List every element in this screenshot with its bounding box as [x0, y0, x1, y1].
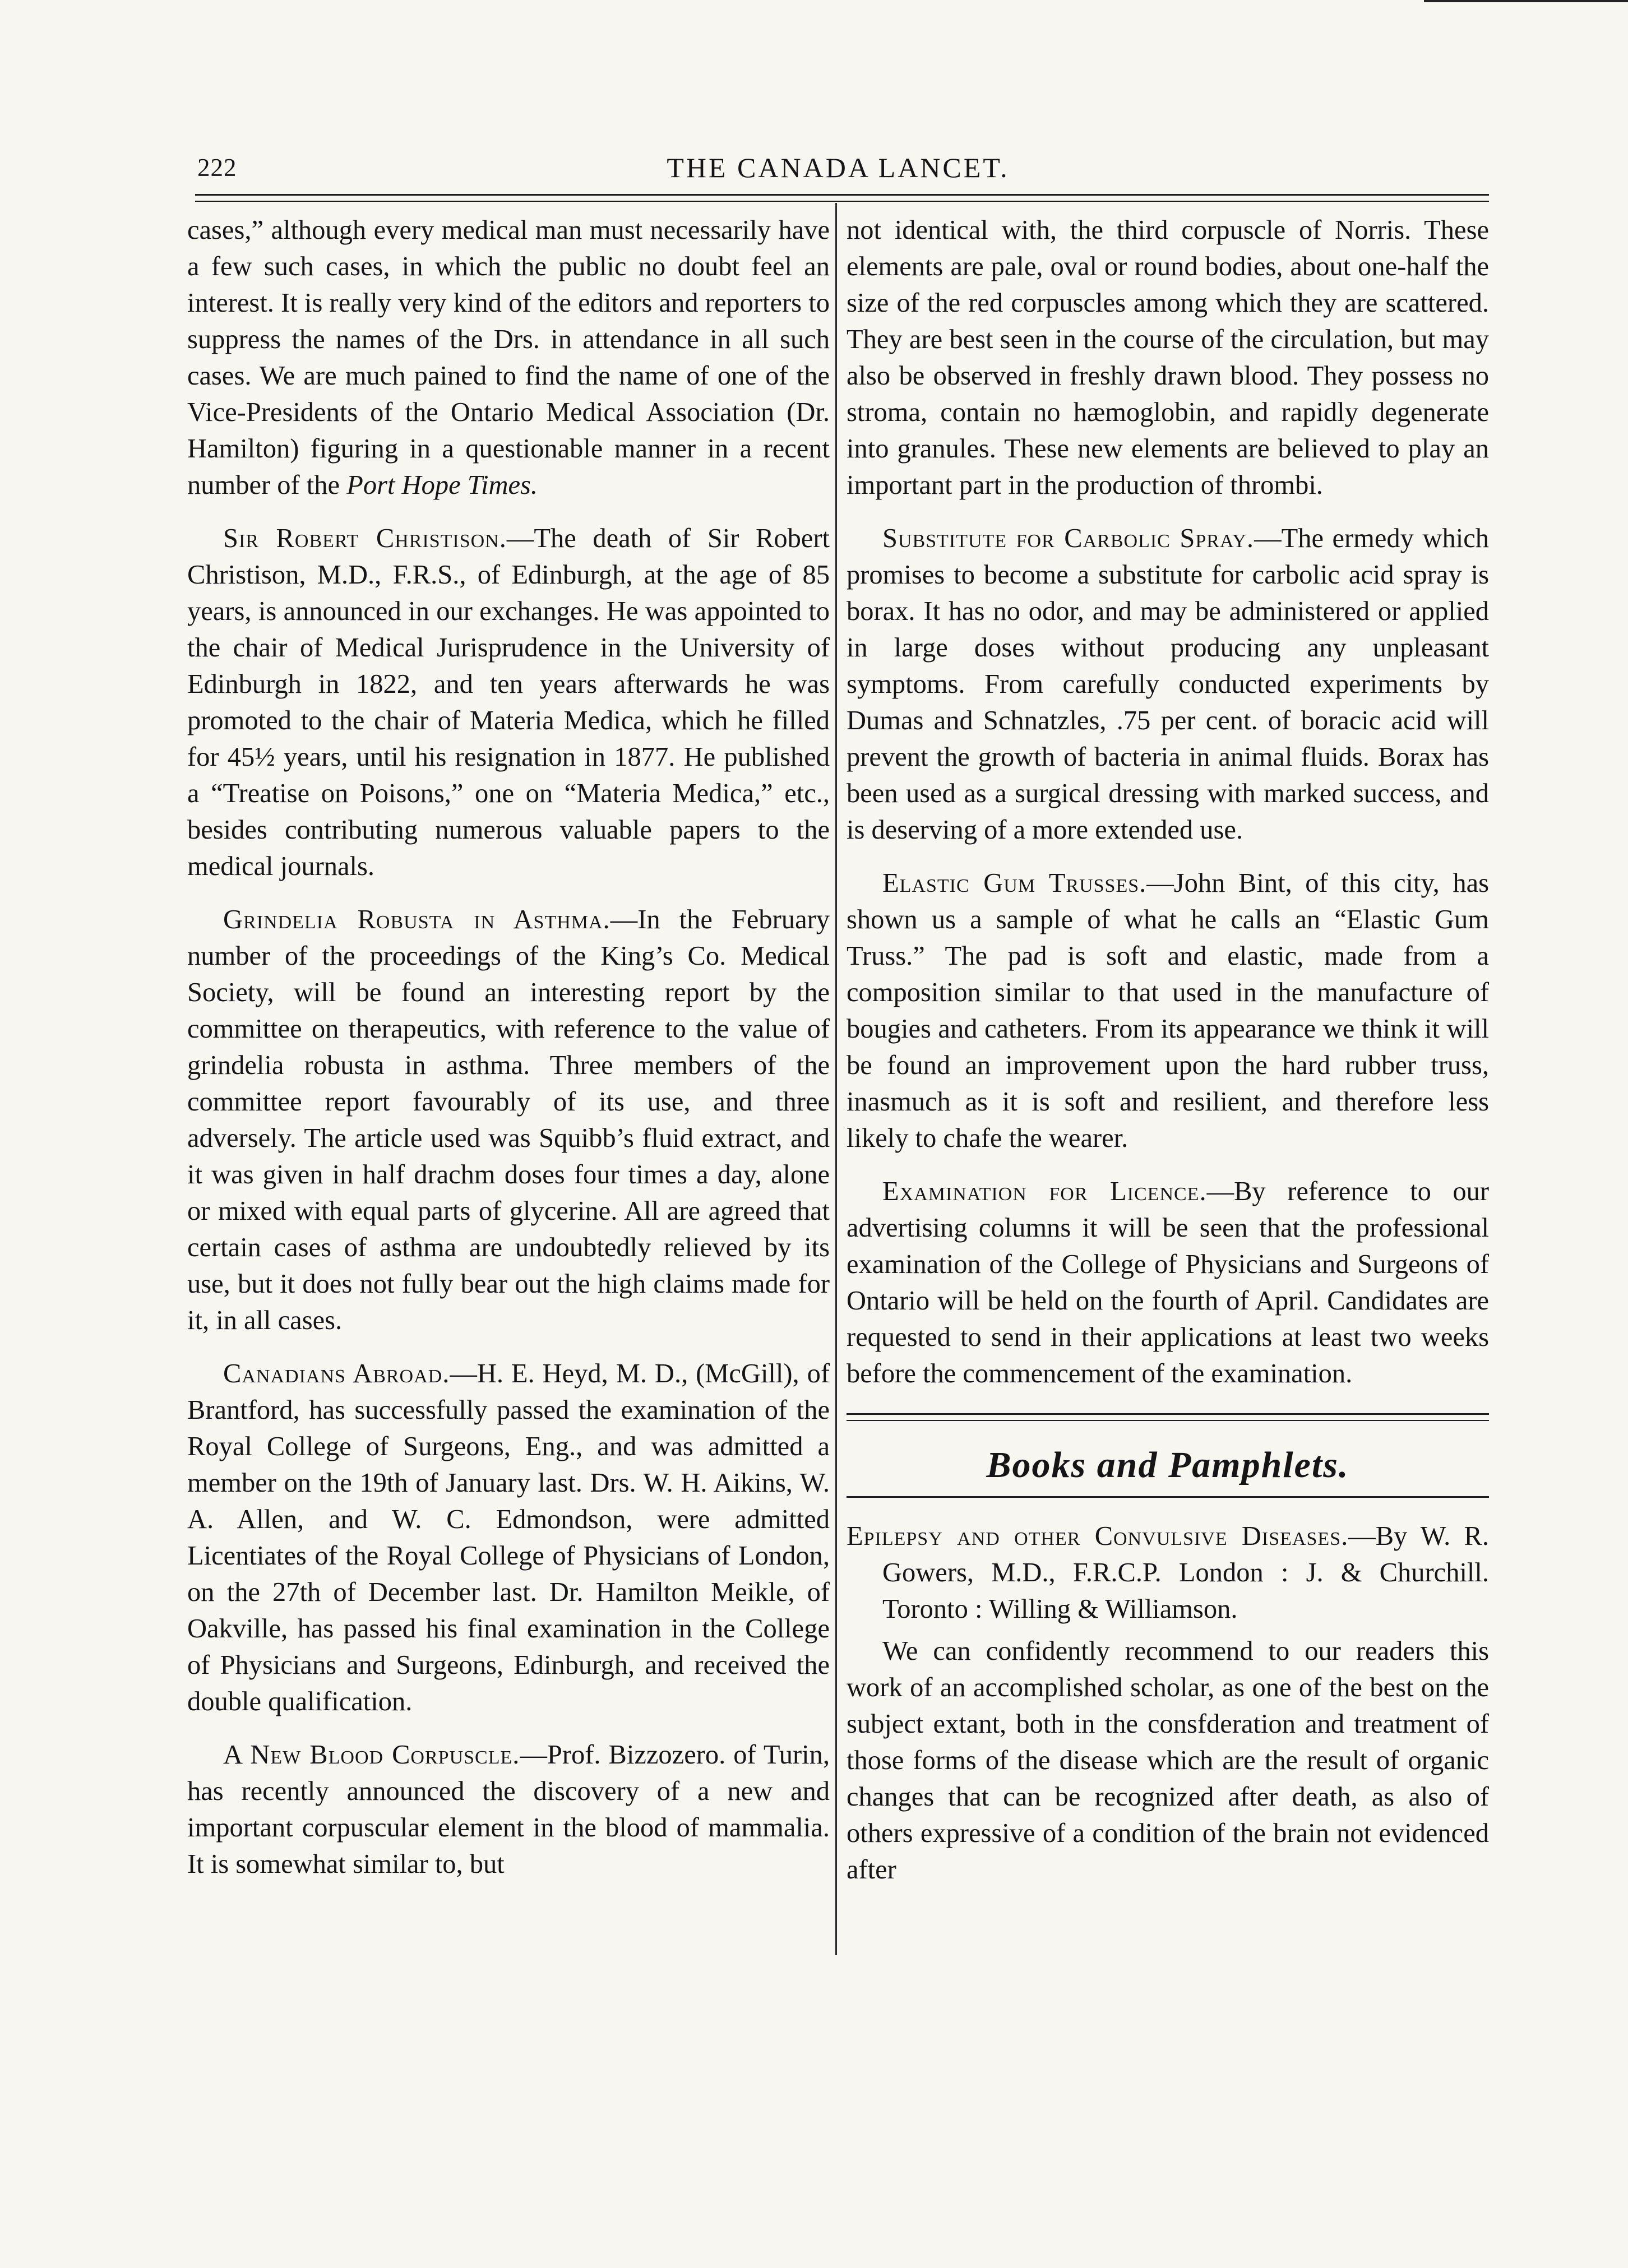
article-licence-exam: Examination for Licence.—By reference to our advertising columns it will be seen that the professional examination of the College of Physicians and Surgeons of Ontario will be held on the fourth of April. Candidates are requested to send in their applications at least two weeks before the commencement of the examination. [847, 1177, 1490, 1388]
article-heading: Substitute for Carbolic Spray. [882, 524, 1255, 553]
article-blood-corpuscle: A New Blood Corpuscle.—Prof. Bizzozero. of Turin, has recently announced the discovery of a new and important corpuscular element in the blood of mammalia. It is somewhat similar to, but [187, 1740, 830, 1879]
article-carbolic-spray: Substitute for Carbolic Spray.—The ermedy which promises to become a substitute for carbolic acid spray is borax. It has no odor, and may be administered or applied in large doses without producing any unpleasant symptoms. From carefully conducted experiments by Dumas and Schnatzles, .75 per cent. of boracic acid will prevent the growth of bacteria in animal fluids. Borax has been used as a surgical dressing with marked success, and is deserving of a more extended use. [847, 524, 1489, 845]
header-rule [195, 194, 1489, 196]
article-heading: Canadians Abroad. [223, 1359, 450, 1388]
article-grindelia: Grindelia Robusta in Asthma.—In the February number of the proceedings of the King’s Co. Medical Society, will be found an interesting report by the committee on therapeutics, with reference to the value of grindelia robusta in asthma. Three members of the committee report favourably of its use, and three adversely. The article used was Squibb’s fluid extract, and it was given in half drachm doses four times a day, alone or mixed with equal parts of glycerine. All are agreed that certain cases of asthma are undoubtedly relieved by its use, but it does not fully bear out the high claims made for it, in all cases. [187, 905, 830, 1335]
section-title-rule [847, 1496, 1489, 1498]
article-christison: Sir Robert Christison.—The death of Sir Robert Christison, M.D., F.R.S., of Edinburgh, at the age of 85 years, is announced in our exchanges. He was appointed to the chair of Medical Jurisprudence in the University of Edinburgh in 1822, and ten years afterwards he was promoted to the chair of Materia Medica, which he filled for 45½ years, until his resignation in 1877. He published a “Treatise on Poisons,” one on “Materia Medica,” etc., besides contributing numerous valuable papers to the medical journals. [187, 524, 830, 881]
header-rule-thin [195, 201, 1489, 202]
book-entry-heading [847, 1518, 1489, 1627]
right-column [847, 212, 1489, 1888]
top-edge-rule [1424, 0, 1628, 2]
article-heading: Sir Robert Christison. [223, 524, 507, 553]
page-number: 222 [197, 154, 237, 182]
article-continuation: cases,” although every medical man must necessarily have a few such cases, in which the public no doubt feel an interest. It is really very kind of the editors and reporters to suppress the names of the Drs. in attendance in all such cases. We are much pained to find the name of one of the Vice-Presidents of the Ontario Medical Association (Dr. Hamilton) figuring in a questionable manner in a recent number of the Port Hope Times. [187, 215, 830, 500]
book-review: We can confidently recommend to our readers this work of an accomplished scholar, as one of the best on the subject extant, both in the consfderation and treatment of those forms of the disease which are the result of organic changes that can be recognized after death, as also of others expressive of a condition of the brain not evidenced after [847, 1636, 1489, 1885]
book-title: Epilepsy and other Convulsive Diseases. [847, 1521, 1349, 1551]
book-citation: —By W. R. Gowers, M.D., F.R.C.P. London : J. & Churchill. Toronto : Willing & Williamson. [882, 1521, 1489, 1624]
left-column [187, 212, 830, 1882]
article-gum-trusses: Elastic Gum Trusses.—John Bint, of this city, has shown us a sample of what he calls an “Elastic Gum Truss.” The pad is soft and elastic, made from a composition similar to that used in the manufacture of bougies and catheters. From its appearance we think it will be found an improvement upon the hard rubber truss, inasmuch as it is soft and resilient, and therefore less likely to chafe the wearer. [847, 868, 1489, 1153]
article-heading: Elastic Gum Trusses. [882, 868, 1147, 898]
article-heading: Grindelia Robusta in Asthma. [223, 905, 610, 934]
page-header [185, 150, 1491, 185]
article-blood-corpuscle-continued: not identical with, the third corpuscle of Norris. These elements are pale, oval or round bodies, about one-half the size of the red corpuscles among which they are scattered. They are best seen in the course of the circulation, but may also be observed in freshly drawn blood. They possess no stroma, contain no hæmoglobin, and rapidly degenerate into granules. These new elements are believed to play an important part in the production of thrombi. [847, 215, 1489, 500]
article-heading: A New Blood Corpuscle. [223, 1740, 520, 1770]
article-heading: Examination for Licence. [882, 1177, 1207, 1206]
section-title: Books and Pamphlets. [986, 1445, 1349, 1485]
article-canadians-abroad: Canadians Abroad.—H. E. Heyd, M. D., (McGill), of Brantford, has successfully passed the examination of the Royal College of Surgeons, Eng., and was admitted a member on the 19th of January last. Drs. W. H. Aikins, W. A. Allen, and W. C. Edmondson, were admitted Licentiates of the Royal College of Physicians of London, on the 27th of December last. Dr. Hamilton Meikle, of Oakville, has passed his final examination in the College of Physicians and Surgeons, Edinburgh, and received the double qualification. [187, 1359, 830, 1716]
journal-title: THE CANADA LANCET. [667, 152, 1010, 183]
column-divider [835, 203, 837, 1955]
section-divider [847, 1409, 1489, 1442]
